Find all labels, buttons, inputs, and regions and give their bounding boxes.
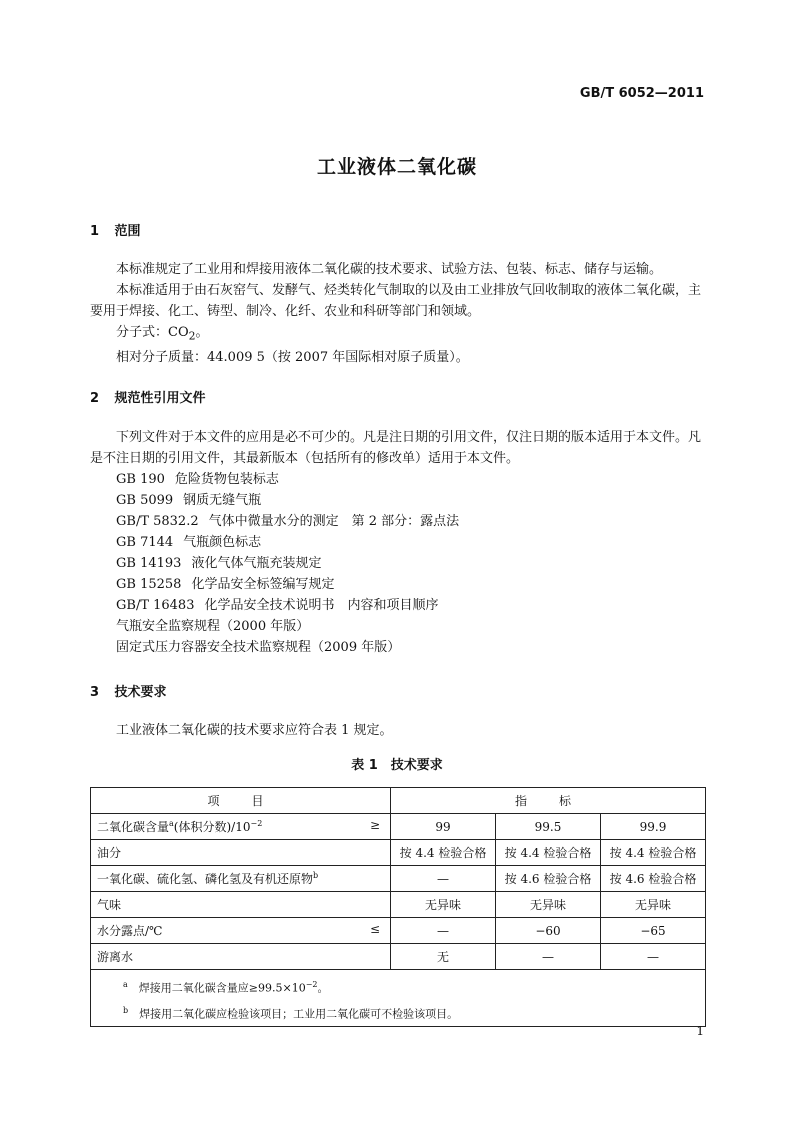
index-value: 无: [391, 944, 496, 970]
reference-title: 固定式压力容器安全技术监察规程（2009 年版）: [116, 640, 401, 655]
table-row: [91, 840, 706, 866]
table-row: [91, 866, 706, 892]
item-label: 水分露点/℃: [97, 924, 163, 938]
reference-title: 化学品安全标签编写规定: [191, 577, 335, 592]
row-item: [91, 866, 391, 892]
reference-item: [116, 511, 706, 532]
footnote-mark: a: [169, 819, 174, 828]
table-row: [91, 944, 706, 970]
reference-title: 危险货物包装标志: [174, 472, 279, 487]
reference-title: 气瓶颜色标志: [183, 535, 262, 550]
index-value: 按 4.6 检验合格: [601, 866, 706, 892]
item-label: 一氧化碳、硫化氢、磷化氢及有机还原物: [97, 872, 314, 886]
table-caption: 表 1 技术要求: [351, 758, 443, 773]
index-value: —: [391, 866, 496, 892]
section-heading-normative: [90, 387, 206, 406]
item-label: 气味: [97, 898, 122, 912]
reference-list: [90, 469, 706, 658]
reference-title: 气瓶安全监察规程（2000 年版）: [116, 619, 310, 634]
reference-item: [116, 469, 706, 490]
molecular-formula: [90, 322, 706, 347]
molecular-mass: 相对分子质量：44.009 5（按 2007 年国际相对原子质量）。: [116, 349, 469, 365]
col-header-index: 指 标: [391, 788, 706, 814]
row-item: [91, 944, 391, 970]
reference-code: GB 190: [116, 472, 165, 487]
reference-item: [116, 574, 706, 595]
tech-intro: 工业液体二氧化碳的技术要求应符合表 1 规定。: [116, 723, 393, 738]
reference-code: GB/T 5832.2: [116, 514, 199, 529]
reference-code: GB 14193: [116, 556, 182, 571]
tech-body: [90, 720, 706, 741]
spec-table: [90, 787, 706, 1027]
reference-code: GB 7144: [116, 535, 174, 550]
index-value: —: [496, 944, 601, 970]
index-value: —: [391, 918, 496, 944]
index-value: 99: [391, 814, 496, 840]
reference-item: [116, 532, 706, 553]
reference-item: [116, 595, 706, 616]
reference-item: [116, 616, 706, 637]
scope-body: [90, 259, 706, 368]
index-value: 99.9: [601, 814, 706, 840]
reference-code: GB/T 16483: [116, 598, 195, 613]
reference-title: 钢质无缝气瓶: [183, 493, 262, 508]
row-item: [91, 840, 391, 866]
exponent: −2: [305, 980, 318, 989]
reference-item: [116, 553, 706, 574]
reference-title: 化学品安全技术说明书 内容和项目顺序: [204, 598, 439, 613]
reference-item: [116, 637, 706, 658]
normative-intro: 下列文件对于本文件的应用是必不可少的。凡是注日期的引用文件，仅注日期的版本适用于本文件。凡是不注日期的引用文件，其最新版本（包括所有的修改单）适用于本文件。: [90, 430, 702, 466]
index-value: 按 4.4 检验合格: [601, 840, 706, 866]
index-value: −65: [601, 918, 706, 944]
document-title: 工业液体二氧化碳: [316, 156, 477, 178]
section-number: 2: [90, 391, 100, 406]
formula-prefix: 分子式：CO: [116, 325, 189, 340]
index-value: 无异味: [496, 892, 601, 918]
item-label: 油分: [97, 846, 122, 860]
index-value: 按 4.4 检验合格: [391, 840, 496, 866]
exponent: −2: [250, 819, 263, 828]
spacer: [128, 982, 139, 995]
index-value: 99.5: [496, 814, 601, 840]
limit-symbol: ≤: [369, 922, 380, 936]
reference-title: 气体中微量水分的测定 第 2 部分：露点法: [208, 514, 460, 529]
formula-suffix: 。: [195, 325, 209, 340]
row-item: [91, 892, 391, 918]
index-value: −60: [496, 918, 601, 944]
section-title: 范围: [114, 224, 141, 239]
item-label: 二氧化碳含量: [97, 820, 170, 834]
section-number: 1: [90, 224, 100, 239]
footnote-mark: b: [123, 1005, 129, 1015]
footnote: [123, 1000, 699, 1026]
table-notes: [91, 970, 706, 1027]
footnote: [123, 974, 699, 1000]
normative-body: [90, 427, 706, 658]
section-heading-scope: [90, 220, 141, 239]
item-label-tail: (体积分数)/10: [173, 820, 251, 834]
footnote-suffix: 。: [317, 981, 329, 995]
index-value: 按 4.4 检验合格: [496, 840, 601, 866]
footnote-mark: b: [313, 871, 319, 880]
item-label: 游离水: [97, 950, 134, 964]
formula-subscript: 2: [188, 329, 196, 343]
section-title: 技术要求: [114, 685, 167, 700]
limit-symbol: ≥: [369, 818, 380, 832]
col-header-item: 项 目: [91, 788, 391, 814]
index-value: 无异味: [391, 892, 496, 918]
standard-code: GB/T 6052—2011: [579, 86, 704, 101]
section-number: 3: [90, 685, 100, 700]
index-value: —: [601, 944, 706, 970]
footnote-mark: a: [123, 980, 128, 989]
table-row: [91, 814, 706, 840]
page-number: 1: [696, 1024, 704, 1038]
scope-paragraph-1: 本标准规定了工业用和焊接用液体二氧化碳的技术要求、试验方法、包装、标志、储存与运输。: [116, 262, 663, 277]
footnote-text: 焊接用二氧化碳含量应≥99.5×10: [138, 981, 306, 995]
index-value: 按 4.6 检验合格: [496, 866, 601, 892]
footnote-text: 焊接用二氧化碳应检验该项目；工业用二氧化碳可不检验该项目。: [139, 1007, 459, 1021]
row-item: [91, 814, 391, 840]
section-title: 规范性引用文件: [114, 391, 206, 406]
index-value: 无异味: [601, 892, 706, 918]
reference-code: GB 15258: [116, 577, 182, 592]
reference-title: 液化气体气瓶充装规定: [191, 556, 322, 571]
spacer: [128, 1007, 139, 1020]
section-heading-tech: [90, 681, 167, 700]
table-row: [91, 918, 706, 944]
scope-paragraph-2: 本标准适用于由石灰窑气、发酵气、烃类转化气制取的以及由工业排放气回收制取的液体二氧化碳，主要用于焊接、化工、铸型、制冷、化纤、农业和科研等部门和领域。: [90, 283, 702, 319]
table-row: [91, 892, 706, 918]
reference-item: [116, 490, 706, 511]
row-item: [91, 918, 391, 944]
reference-code: GB 5099: [116, 493, 174, 508]
